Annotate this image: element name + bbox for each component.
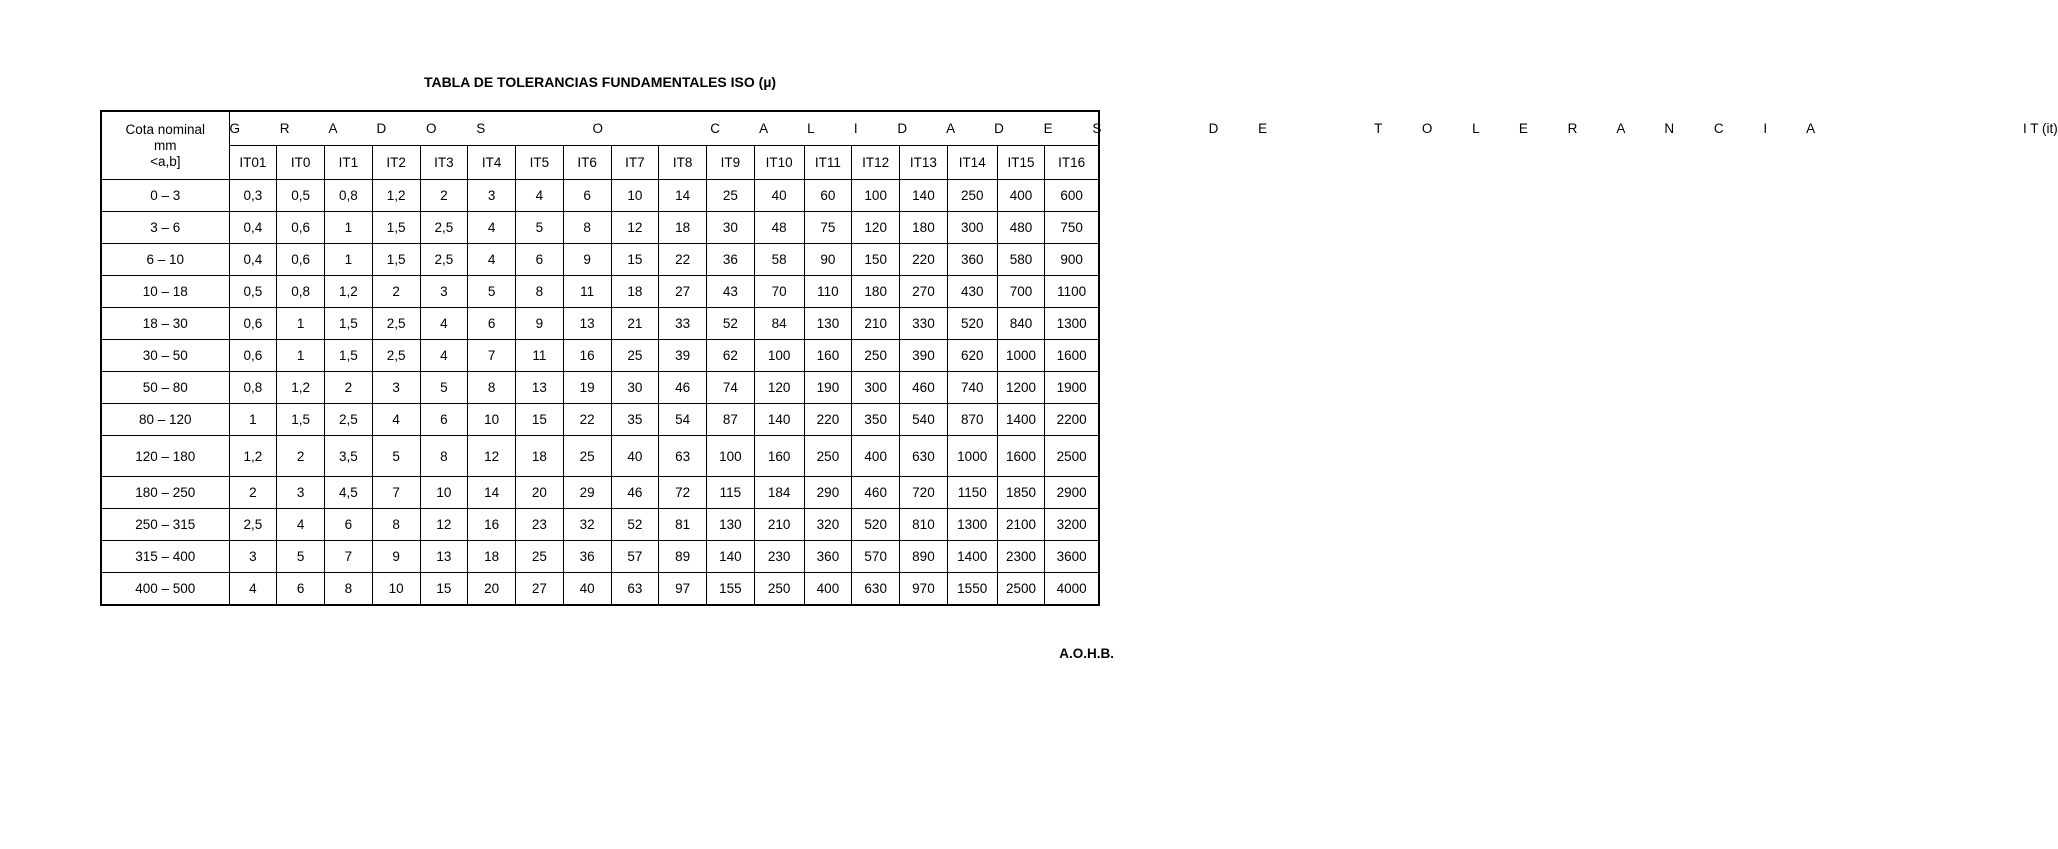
tolerance-cell: 75 — [804, 212, 852, 244]
column-header-it16: IT16 — [1045, 146, 1099, 180]
table-row — [101, 276, 1099, 308]
tolerance-cell: 460 — [852, 477, 900, 509]
tolerance-cell: 6 — [516, 244, 564, 276]
range-cell: 120 – 180 — [101, 436, 229, 477]
tolerance-cell: 570 — [852, 541, 900, 573]
tolerance-cell: 400 — [804, 573, 852, 606]
tolerance-cell: 2900 — [1045, 477, 1099, 509]
tolerance-cell: 350 — [852, 404, 900, 436]
tolerance-cell: 3 — [372, 372, 420, 404]
tolerance-cell: 2 — [420, 180, 468, 212]
tolerance-cell: 300 — [852, 372, 900, 404]
tolerance-cell: 10 — [372, 573, 420, 606]
tolerance-cell: 330 — [900, 308, 948, 340]
tolerance-cell: 1850 — [997, 477, 1045, 509]
tolerance-cell: 11 — [563, 276, 611, 308]
tolerance-cell: 2,5 — [372, 340, 420, 372]
tolerance-cell: 3 — [277, 477, 325, 509]
tolerance-cell: 140 — [707, 541, 755, 573]
tolerance-cell: 120 — [754, 372, 804, 404]
tolerance-cell: 250 — [852, 340, 900, 372]
tolerance-cell: 1,2 — [229, 436, 277, 477]
tolerance-cell: 1100 — [1045, 276, 1099, 308]
column-header-it5: IT5 — [516, 146, 564, 180]
tolerance-cell: 2300 — [997, 541, 1045, 573]
tolerance-cell: 130 — [804, 308, 852, 340]
tolerance-cell: 700 — [997, 276, 1045, 308]
tolerance-cell: 1 — [325, 244, 373, 276]
tolerance-cell: 46 — [611, 477, 659, 509]
cota-nominal-label: Cota nominal — [125, 122, 206, 137]
tolerance-cell: 390 — [900, 340, 948, 372]
tolerance-cell: 1300 — [1045, 308, 1099, 340]
tolerance-cell: 6 — [325, 509, 373, 541]
column-header-it12: IT12 — [852, 146, 900, 180]
tolerance-cell: 9 — [516, 308, 564, 340]
tolerance-cell: 3 — [229, 541, 277, 573]
tolerance-cell: 4 — [468, 212, 516, 244]
range-cell: 250 – 315 — [101, 509, 229, 541]
tolerance-cell: 16 — [563, 340, 611, 372]
tolerance-cell: 90 — [804, 244, 852, 276]
tolerance-cell: 43 — [707, 276, 755, 308]
column-header-it9: IT9 — [707, 146, 755, 180]
tolerance-cell: 10 — [468, 404, 516, 436]
tolerance-cell: 320 — [804, 509, 852, 541]
tolerance-cell: 2 — [229, 477, 277, 509]
range-cell: 10 – 18 — [101, 276, 229, 308]
tolerance-cell: 18 — [611, 276, 659, 308]
tolerance-cell: 360 — [804, 541, 852, 573]
tolerance-cell: 740 — [947, 372, 997, 404]
tolerance-cell: 22 — [563, 404, 611, 436]
tolerance-cell: 6 — [563, 180, 611, 212]
tolerance-cell: 35 — [611, 404, 659, 436]
tolerance-cell: 27 — [659, 276, 707, 308]
tolerance-cell: 3 — [468, 180, 516, 212]
range-cell: 18 – 30 — [101, 308, 229, 340]
table-row — [101, 180, 1099, 212]
tolerance-cell: 72 — [659, 477, 707, 509]
tolerance-cell: 180 — [852, 276, 900, 308]
tolerance-cell: 21 — [611, 308, 659, 340]
tolerance-cell: 62 — [707, 340, 755, 372]
tolerance-cell: 54 — [659, 404, 707, 436]
tolerance-cell: 1 — [277, 308, 325, 340]
tolerance-cell: 81 — [659, 509, 707, 541]
table-row — [101, 573, 1099, 606]
tolerance-cell: 160 — [754, 436, 804, 477]
tolerance-cell: 1,5 — [277, 404, 325, 436]
tolerance-cell: 40 — [611, 436, 659, 477]
tolerance-cell: 115 — [707, 477, 755, 509]
table-row — [101, 372, 1099, 404]
tolerance-cell: 2500 — [997, 573, 1045, 606]
tolerance-cell: 1150 — [947, 477, 997, 509]
tolerance-cell: 20 — [516, 477, 564, 509]
tolerance-cell: 4 — [277, 509, 325, 541]
tolerance-cell: 250 — [804, 436, 852, 477]
tolerance-cell: 220 — [900, 244, 948, 276]
tolerance-cell: 70 — [754, 276, 804, 308]
tolerance-cell: 1,2 — [277, 372, 325, 404]
tolerance-cell: 140 — [754, 404, 804, 436]
tolerance-cell: 250 — [754, 573, 804, 606]
tolerance-cell: 2 — [372, 276, 420, 308]
column-header-it3: IT3 — [420, 146, 468, 180]
tolerance-cell: 400 — [997, 180, 1045, 212]
tolerance-cell: 110 — [804, 276, 852, 308]
tolerance-cell: 30 — [707, 212, 755, 244]
tolerance-cell: 2,5 — [420, 212, 468, 244]
tolerance-cell: 120 — [852, 212, 900, 244]
tolerance-cell: 100 — [852, 180, 900, 212]
tolerance-cell: 270 — [900, 276, 948, 308]
tolerance-cell: 18 — [659, 212, 707, 244]
tolerance-cell: 22 — [659, 244, 707, 276]
tolerance-cell: 6 — [420, 404, 468, 436]
tolerance-cell: 20 — [468, 573, 516, 606]
tolerance-cell: 100 — [707, 436, 755, 477]
tolerance-cell: 4 — [229, 573, 277, 606]
tolerance-cell: 870 — [947, 404, 997, 436]
tolerance-cell: 630 — [900, 436, 948, 477]
tolerance-cell: 12 — [611, 212, 659, 244]
tolerance-cell: 10 — [420, 477, 468, 509]
column-header-it15: IT15 — [997, 146, 1045, 180]
tolerance-cell: 8 — [516, 276, 564, 308]
tolerance-cell: 58 — [754, 244, 804, 276]
tolerance-cell: 190 — [804, 372, 852, 404]
tolerance-cell: 4 — [420, 308, 468, 340]
range-cell: 0 – 3 — [101, 180, 229, 212]
tolerance-cell: 0,4 — [229, 244, 277, 276]
tolerance-cell: 1600 — [997, 436, 1045, 477]
column-header-it10: IT10 — [754, 146, 804, 180]
grados-header — [229, 111, 2058, 146]
tolerance-cell: 900 — [1045, 244, 1099, 276]
tolerance-cell: 11 — [516, 340, 564, 372]
tolerance-cell: 520 — [852, 509, 900, 541]
tolerance-cell: 810 — [900, 509, 948, 541]
range-cell: 30 – 50 — [101, 340, 229, 372]
range-cell: 315 – 400 — [101, 541, 229, 573]
tolerance-cell: 18 — [468, 541, 516, 573]
range-cell: 400 – 500 — [101, 573, 229, 606]
tolerance-cell: 210 — [754, 509, 804, 541]
tolerance-cell: 7 — [325, 541, 373, 573]
tolerance-cell: 0,5 — [229, 276, 277, 308]
tolerance-cell: 52 — [611, 509, 659, 541]
tolerance-cell: 52 — [707, 308, 755, 340]
tolerance-cell: 10 — [611, 180, 659, 212]
tolerance-cell: 290 — [804, 477, 852, 509]
tolerance-cell: 25 — [611, 340, 659, 372]
tolerance-cell: 1 — [277, 340, 325, 372]
tolerance-cell: 1,5 — [325, 340, 373, 372]
table-row — [101, 541, 1099, 573]
tolerance-cell: 1,5 — [325, 308, 373, 340]
table-body — [101, 180, 1099, 606]
tolerance-cell: 33 — [659, 308, 707, 340]
column-header-it14: IT14 — [947, 146, 997, 180]
tolerance-cell: 12 — [420, 509, 468, 541]
tolerance-cell: 5 — [420, 372, 468, 404]
page-title: TABLA DE TOLERANCIAS FUNDAMENTALES ISO (µ) — [423, 74, 777, 90]
tolerance-cell: 0,5 — [277, 180, 325, 212]
column-header-it6: IT6 — [563, 146, 611, 180]
column-header-it11: IT11 — [804, 146, 852, 180]
tolerance-cell: 100 — [754, 340, 804, 372]
tolerance-cell: 1000 — [947, 436, 997, 477]
tolerance-cell: 5 — [468, 276, 516, 308]
tolerance-cell: 1 — [229, 404, 277, 436]
grados-label: G R A D O S O C A L I D A D E S D E T O L E R A N C I A — [229, 121, 1821, 136]
tolerance-cell: 46 — [659, 372, 707, 404]
tolerance-cell: 2,5 — [372, 308, 420, 340]
tolerance-cell: 1600 — [1045, 340, 1099, 372]
tolerance-cell: 220 — [804, 404, 852, 436]
tolerance-cell: 4 — [420, 340, 468, 372]
tolerance-cell: 0,8 — [325, 180, 373, 212]
tolerance-cell: 40 — [754, 180, 804, 212]
tolerance-cell: 4,5 — [325, 477, 373, 509]
tolerance-cell: 8 — [325, 573, 373, 606]
table-row — [101, 509, 1099, 541]
tolerance-cell: 1,5 — [372, 244, 420, 276]
tolerance-cell: 29 — [563, 477, 611, 509]
tolerance-cell: 89 — [659, 541, 707, 573]
tolerance-cell: 180 — [900, 212, 948, 244]
tolerance-cell: 6 — [468, 308, 516, 340]
tolerance-cell: 0,8 — [277, 276, 325, 308]
cota-interval-label: <a,b] — [150, 154, 181, 169]
tolerance-cell: 1,2 — [325, 276, 373, 308]
tolerance-cell: 130 — [707, 509, 755, 541]
tolerance-cell: 13 — [420, 541, 468, 573]
tolerance-cell: 0,4 — [229, 212, 277, 244]
tolerance-table — [100, 110, 2058, 606]
tolerance-cell: 63 — [611, 573, 659, 606]
header-row-grados — [101, 111, 1099, 146]
tolerance-cell: 580 — [997, 244, 1045, 276]
tolerance-cell: 150 — [852, 244, 900, 276]
tolerance-cell: 25 — [563, 436, 611, 477]
tolerance-cell: 3,5 — [325, 436, 373, 477]
table-row — [101, 477, 1099, 509]
tolerance-cell: 48 — [754, 212, 804, 244]
tolerance-cell: 30 — [611, 372, 659, 404]
tolerance-cell: 18 — [516, 436, 564, 477]
tolerance-cell: 74 — [707, 372, 755, 404]
tolerance-cell: 160 — [804, 340, 852, 372]
tolerance-cell: 7 — [468, 340, 516, 372]
tolerance-cell: 1,2 — [372, 180, 420, 212]
tolerance-cell: 0,3 — [229, 180, 277, 212]
tolerance-cell: 1200 — [997, 372, 1045, 404]
column-header-it2: IT2 — [372, 146, 420, 180]
tolerance-cell: 57 — [611, 541, 659, 573]
tolerance-cell: 36 — [563, 541, 611, 573]
tolerance-cell: 520 — [947, 308, 997, 340]
tolerance-cell: 840 — [997, 308, 1045, 340]
tolerance-cell: 14 — [659, 180, 707, 212]
tolerance-cell: 4 — [372, 404, 420, 436]
tolerance-cell: 5 — [372, 436, 420, 477]
tolerance-cell: 5 — [516, 212, 564, 244]
tolerance-cell: 890 — [900, 541, 948, 573]
column-header-it0: IT0 — [277, 146, 325, 180]
tolerance-cell: 750 — [1045, 212, 1099, 244]
table-row — [101, 244, 1099, 276]
tolerance-cell: 600 — [1045, 180, 1099, 212]
tolerance-cell: 360 — [947, 244, 997, 276]
tolerance-cell: 12 — [468, 436, 516, 477]
table-row — [101, 340, 1099, 372]
tolerance-cell: 2500 — [1045, 436, 1099, 477]
tolerance-cell: 4000 — [1045, 573, 1099, 606]
tolerance-cell: 1900 — [1045, 372, 1099, 404]
tolerance-cell: 15 — [611, 244, 659, 276]
header-row-columns — [101, 146, 1099, 180]
tolerance-cell: 2,5 — [420, 244, 468, 276]
column-header-it7: IT7 — [611, 146, 659, 180]
tolerance-cell: 13 — [563, 308, 611, 340]
tolerance-cell: 3200 — [1045, 509, 1099, 541]
tolerance-cell: 19 — [563, 372, 611, 404]
tolerance-cell: 400 — [852, 436, 900, 477]
tolerance-cell: 5 — [277, 541, 325, 573]
tolerance-cell: 3 — [420, 276, 468, 308]
tolerance-cell: 1300 — [947, 509, 997, 541]
tolerance-cell: 15 — [420, 573, 468, 606]
tolerance-cell: 9 — [563, 244, 611, 276]
tolerance-cell: 1400 — [947, 541, 997, 573]
tolerance-cell: 97 — [659, 573, 707, 606]
tolerance-cell: 250 — [947, 180, 997, 212]
table-row — [101, 308, 1099, 340]
tolerance-cell: 25 — [707, 180, 755, 212]
range-cell: 50 – 80 — [101, 372, 229, 404]
tolerance-cell: 60 — [804, 180, 852, 212]
tolerance-cell: 84 — [754, 308, 804, 340]
tolerance-cell: 1,5 — [372, 212, 420, 244]
tolerance-cell: 1 — [325, 212, 373, 244]
tolerance-cell: 0,6 — [229, 308, 277, 340]
tolerance-cell: 4 — [468, 244, 516, 276]
tolerance-cell: 210 — [852, 308, 900, 340]
tolerance-cell: 9 — [372, 541, 420, 573]
tolerance-cell: 140 — [900, 180, 948, 212]
tolerance-cell: 15 — [516, 404, 564, 436]
tolerance-cell: 2200 — [1045, 404, 1099, 436]
column-header-it1: IT1 — [325, 146, 373, 180]
tolerance-cell: 230 — [754, 541, 804, 573]
cota-nominal-header — [101, 111, 229, 180]
tolerance-cell: 40 — [563, 573, 611, 606]
tolerance-cell: 0,6 — [277, 244, 325, 276]
tolerance-cell: 970 — [900, 573, 948, 606]
tolerance-cell: 430 — [947, 276, 997, 308]
table-row — [101, 212, 1099, 244]
range-cell: 80 – 120 — [101, 404, 229, 436]
tolerance-cell: 25 — [516, 541, 564, 573]
tolerance-cell: 87 — [707, 404, 755, 436]
cota-unit-label: mm — [154, 138, 177, 153]
tolerance-cell: 460 — [900, 372, 948, 404]
tolerance-cell: 184 — [754, 477, 804, 509]
tolerance-cell: 155 — [707, 573, 755, 606]
table-row — [101, 404, 1099, 436]
column-header-it13: IT13 — [900, 146, 948, 180]
tolerance-cell: 300 — [947, 212, 997, 244]
tolerance-cell: 0,8 — [229, 372, 277, 404]
tolerance-cell: 8 — [420, 436, 468, 477]
tolerance-cell: 2 — [325, 372, 373, 404]
tolerance-cell: 7 — [372, 477, 420, 509]
tolerance-cell: 630 — [852, 573, 900, 606]
tolerance-cell: 8 — [372, 509, 420, 541]
tolerance-cell: 32 — [563, 509, 611, 541]
it-label: I T (it) — [2022, 121, 2058, 136]
tolerance-cell: 720 — [900, 477, 948, 509]
tolerance-cell: 2,5 — [229, 509, 277, 541]
tolerance-cell: 2 — [277, 436, 325, 477]
tolerance-cell: 23 — [516, 509, 564, 541]
tolerance-cell: 16 — [468, 509, 516, 541]
author-initials: A.O.H.B. — [1059, 646, 1114, 661]
tolerance-cell: 540 — [900, 404, 948, 436]
tolerance-cell: 14 — [468, 477, 516, 509]
column-header-it01: IT01 — [229, 146, 277, 180]
tolerance-cell: 4 — [516, 180, 564, 212]
tolerance-cell: 2100 — [997, 509, 1045, 541]
tolerance-cell: 620 — [947, 340, 997, 372]
tolerance-cell: 1400 — [997, 404, 1045, 436]
tolerance-cell: 13 — [516, 372, 564, 404]
tolerance-cell: 63 — [659, 436, 707, 477]
range-cell: 6 – 10 — [101, 244, 229, 276]
tolerance-cell: 1000 — [997, 340, 1045, 372]
range-cell: 180 – 250 — [101, 477, 229, 509]
tolerance-cell: 480 — [997, 212, 1045, 244]
tolerance-cell: 3600 — [1045, 541, 1099, 573]
tolerance-cell: 0,6 — [229, 340, 277, 372]
column-header-it8: IT8 — [659, 146, 707, 180]
tolerance-cell: 0,6 — [277, 212, 325, 244]
tolerance-cell: 36 — [707, 244, 755, 276]
tolerance-cell: 27 — [516, 573, 564, 606]
tolerance-cell: 1550 — [947, 573, 997, 606]
table-row — [101, 436, 1099, 477]
tolerance-cell: 39 — [659, 340, 707, 372]
tolerance-cell: 2,5 — [325, 404, 373, 436]
tolerance-cell: 6 — [277, 573, 325, 606]
tolerance-cell: 8 — [468, 372, 516, 404]
column-header-it4: IT4 — [468, 146, 516, 180]
range-cell: 3 – 6 — [101, 212, 229, 244]
tolerance-cell: 8 — [563, 212, 611, 244]
